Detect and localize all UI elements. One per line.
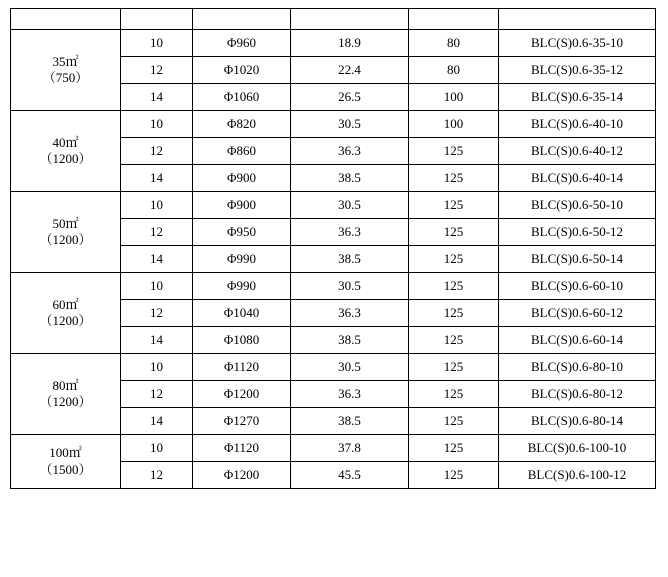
diameter-cell: Φ900 <box>193 192 291 219</box>
size-cell: 125 <box>409 165 499 192</box>
weight-cell: 30.5 <box>291 273 409 300</box>
area-sub-value: （1200） <box>39 394 92 409</box>
diameter-cell: Φ1080 <box>193 327 291 354</box>
thickness-cell: 14 <box>121 327 193 354</box>
header-cell-model <box>499 9 656 30</box>
model-cell: BLC(S)0.6-50-14 <box>499 246 656 273</box>
table-row <box>11 435 656 462</box>
weight-cell: 30.5 <box>291 111 409 138</box>
diameter-cell: Φ860 <box>193 138 291 165</box>
size-cell: 80 <box>409 57 499 84</box>
weight-cell: 36.3 <box>291 381 409 408</box>
thickness-cell: 14 <box>121 84 193 111</box>
model-cell: BLC(S)0.6-35-10 <box>499 30 656 57</box>
weight-cell: 36.3 <box>291 300 409 327</box>
area-value: 35㎡ <box>52 53 79 69</box>
table-row <box>11 273 656 300</box>
header-cell-area <box>11 9 121 30</box>
model-cell: BLC(S)0.6-40-12 <box>499 138 656 165</box>
area-sub-value: （1500） <box>39 461 92 477</box>
weight-cell: 22.4 <box>291 57 409 84</box>
size-cell: 125 <box>409 300 499 327</box>
diameter-cell: Φ1200 <box>193 462 291 489</box>
thickness-cell: 12 <box>121 219 193 246</box>
diameter-cell: Φ1200 <box>193 381 291 408</box>
area-sub-value: （1200） <box>39 232 92 247</box>
diameter-cell: Φ990 <box>193 246 291 273</box>
model-cell: BLC(S)0.6-100-10 <box>499 435 656 462</box>
header-cell-size <box>409 9 499 30</box>
thickness-cell: 12 <box>121 57 193 84</box>
specification-table <box>10 8 656 489</box>
weight-cell: 37.8 <box>291 435 409 462</box>
diameter-cell: Φ1060 <box>193 84 291 111</box>
area-value: 40㎡ <box>52 134 79 150</box>
model-cell: BLC(S)0.6-50-10 <box>499 192 656 219</box>
size-cell: 125 <box>409 435 499 462</box>
thickness-cell: 12 <box>121 462 193 489</box>
model-cell: BLC(S)0.6-35-14 <box>499 84 656 111</box>
area-value: 60㎡ <box>52 296 79 312</box>
weight-cell: 38.5 <box>291 408 409 435</box>
thickness-cell: 10 <box>121 30 193 57</box>
area-value: 80㎡ <box>52 377 79 393</box>
size-cell: 125 <box>409 408 499 435</box>
model-cell: BLC(S)0.6-60-14 <box>499 327 656 354</box>
weight-cell: 18.9 <box>291 30 409 57</box>
size-cell: 125 <box>409 462 499 489</box>
weight-cell: 38.5 <box>291 246 409 273</box>
thickness-cell: 10 <box>121 435 193 462</box>
model-cell: BLC(S)0.6-60-12 <box>499 300 656 327</box>
table-row <box>11 192 656 219</box>
size-cell: 125 <box>409 273 499 300</box>
diameter-cell: Φ1120 <box>193 354 291 381</box>
table-row <box>11 30 656 57</box>
size-cell: 125 <box>409 327 499 354</box>
model-cell: BLC(S)0.6-35-12 <box>499 57 656 84</box>
size-cell: 125 <box>409 192 499 219</box>
diameter-cell: Φ1120 <box>193 435 291 462</box>
size-cell: 125 <box>409 138 499 165</box>
weight-cell: 30.5 <box>291 354 409 381</box>
header-cell-diameter <box>193 9 291 30</box>
size-cell: 125 <box>409 246 499 273</box>
diameter-cell: Φ900 <box>193 165 291 192</box>
weight-cell: 36.3 <box>291 219 409 246</box>
weight-cell: 36.3 <box>291 138 409 165</box>
area-cell <box>11 435 121 489</box>
diameter-cell: Φ1270 <box>193 408 291 435</box>
table-row <box>11 111 656 138</box>
weight-cell: 30.5 <box>291 192 409 219</box>
table-body <box>11 9 656 489</box>
diameter-cell: Φ1020 <box>193 57 291 84</box>
model-cell: BLC(S)0.6-60-10 <box>499 273 656 300</box>
model-cell: BLC(S)0.6-100-12 <box>499 462 656 489</box>
size-cell: 125 <box>409 381 499 408</box>
area-cell <box>11 273 121 354</box>
thickness-cell: 10 <box>121 192 193 219</box>
thickness-cell: 14 <box>121 408 193 435</box>
weight-cell: 38.5 <box>291 165 409 192</box>
thickness-cell: 10 <box>121 111 193 138</box>
thickness-cell: 12 <box>121 300 193 327</box>
table-row <box>11 354 656 381</box>
diameter-cell: Φ1040 <box>193 300 291 327</box>
area-cell <box>11 192 121 273</box>
diameter-cell: Φ820 <box>193 111 291 138</box>
area-value: 50㎡ <box>52 215 79 231</box>
size-cell: 100 <box>409 111 499 138</box>
thickness-cell: 12 <box>121 138 193 165</box>
area-sub-value: （1200） <box>39 313 92 328</box>
weight-cell: 38.5 <box>291 327 409 354</box>
thickness-cell: 14 <box>121 165 193 192</box>
area-cell <box>11 30 121 111</box>
size-cell: 125 <box>409 219 499 246</box>
area-cell <box>11 354 121 435</box>
model-cell: BLC(S)0.6-40-14 <box>499 165 656 192</box>
area-cell <box>11 111 121 192</box>
model-cell: BLC(S)0.6-50-12 <box>499 219 656 246</box>
header-cell-weight <box>291 9 409 30</box>
table-header-row <box>11 9 656 30</box>
diameter-cell: Φ950 <box>193 219 291 246</box>
size-cell: 80 <box>409 30 499 57</box>
model-cell: BLC(S)0.6-80-14 <box>499 408 656 435</box>
thickness-cell: 10 <box>121 354 193 381</box>
area-value: 100㎡ <box>49 445 82 461</box>
model-cell: BLC(S)0.6-80-12 <box>499 381 656 408</box>
model-cell: BLC(S)0.6-80-10 <box>499 354 656 381</box>
thickness-cell: 10 <box>121 273 193 300</box>
thickness-cell: 12 <box>121 381 193 408</box>
diameter-cell: Φ990 <box>193 273 291 300</box>
weight-cell: 45.5 <box>291 462 409 489</box>
diameter-cell: Φ960 <box>193 30 291 57</box>
thickness-cell: 14 <box>121 246 193 273</box>
size-cell: 100 <box>409 84 499 111</box>
area-sub-value: （1200） <box>39 151 92 166</box>
model-cell: BLC(S)0.6-40-10 <box>499 111 656 138</box>
header-cell-thickness <box>121 9 193 30</box>
weight-cell: 26.5 <box>291 84 409 111</box>
size-cell: 125 <box>409 354 499 381</box>
area-sub-value: （750） <box>42 70 89 85</box>
